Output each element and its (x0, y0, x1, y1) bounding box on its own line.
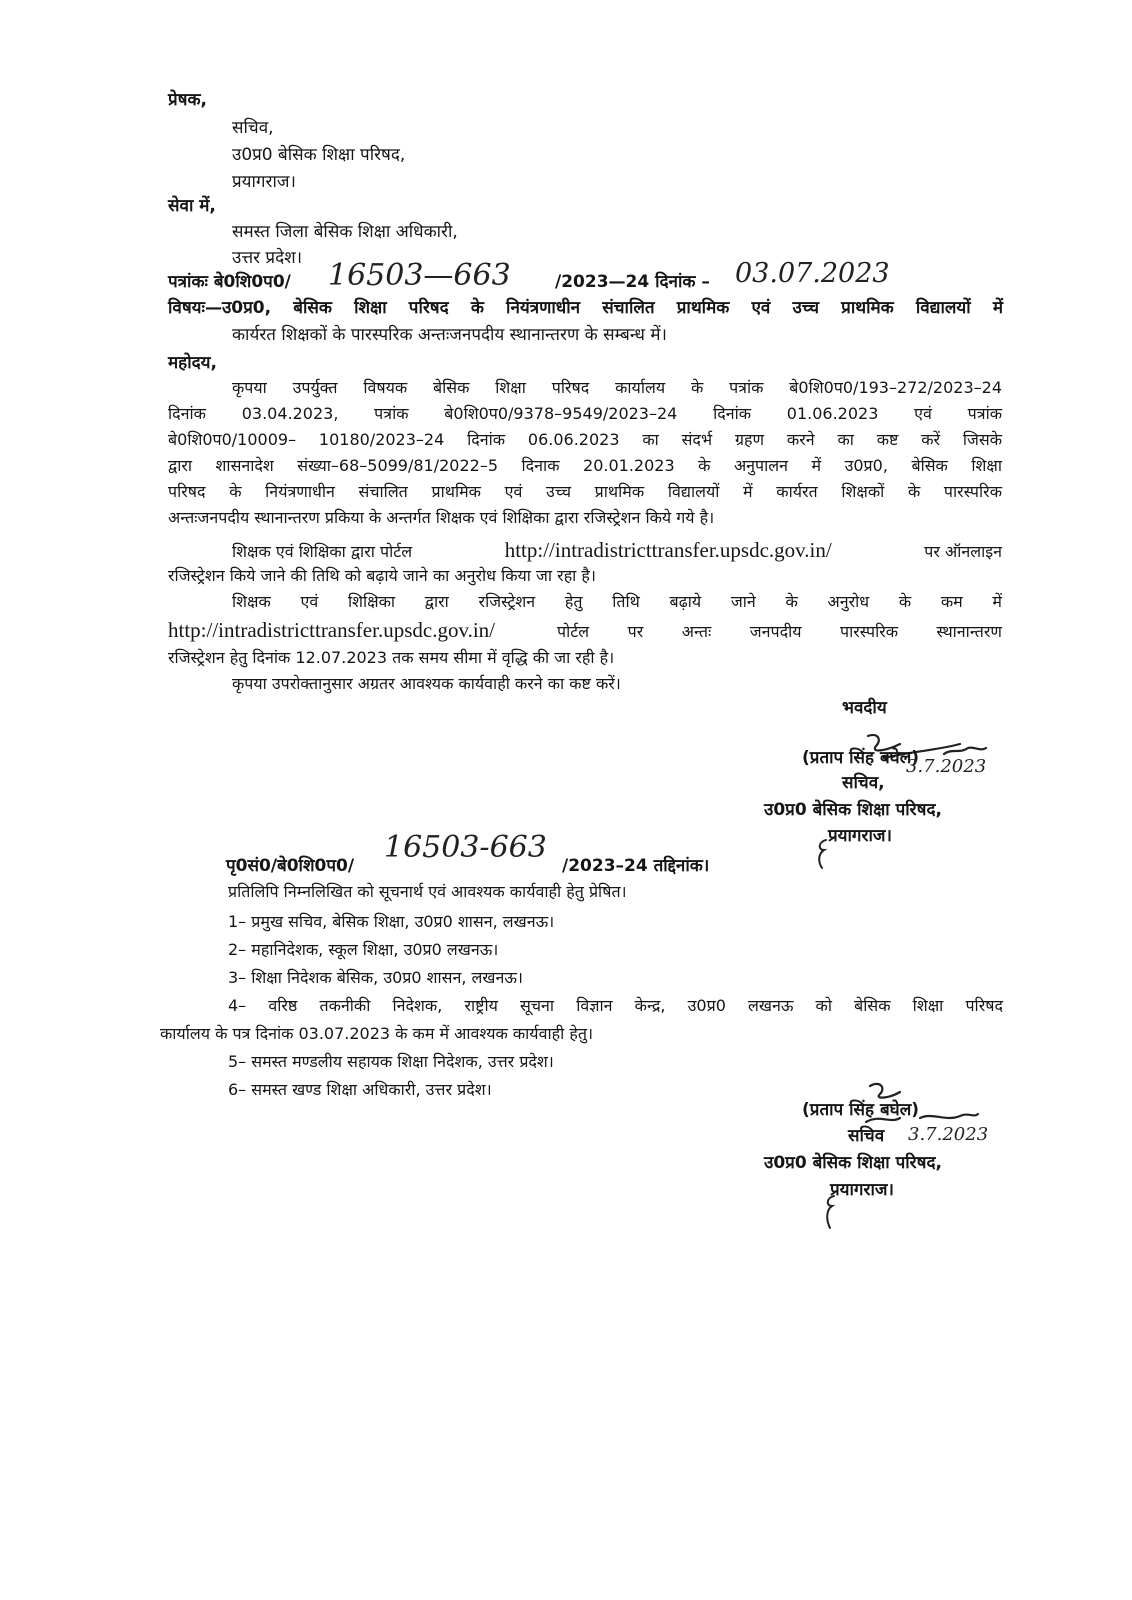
signature-1-mark (812, 836, 834, 872)
letter-ref-prefix: पत्रांकः बे0शि0प0/ (168, 272, 291, 292)
copy-intro: प्रतिलिपि निम्नलिखित को सूचनार्थ एवं आवश्यक कार्यवाही हेतु प्रेषित। (228, 882, 627, 901)
para2-post: पर ऑनलाइन (924, 542, 1002, 561)
recipient-line1: समस्त जिला बेसिक शिक्षा अधिकारी, (232, 222, 458, 242)
salutation: महोदय, (168, 353, 217, 373)
signature-2-name: (प्रताप सिंह बघेल) (802, 1100, 919, 1120)
para1-line3: बे0शि0प0/10009– 10180/2023–24 दिनांक 06.06.2023 का संदर्भ ग्रहण करने का कष्ट करें जिसके (168, 430, 1002, 449)
copy-ref-suffix: /2023–24 तद्दिनांक। (562, 856, 710, 876)
signature-1-date: 3.7.2023 (906, 756, 987, 777)
para3-line1: शिक्षक एवं शिक्षिका द्वारा रजिस्ट्रेशन हेतु तिथि बढ़ाये जाने के अनुरोध के कम में (232, 592, 1002, 611)
para2-line1 (232, 540, 1002, 562)
para3-line3: रजिस्ट्रेशन हेतु दिनांक 12.07.2023 तक समय सीमा में वृद्धि की जा रही है। (168, 648, 615, 667)
copy-item-1: 1– प्रमुख सचिव, बेसिक शिक्षा, उ0प्र0 शासन, लखनऊ। (228, 912, 555, 931)
signature-1-organization: उ0प्र0 बेसिक शिक्षा परिषद, (764, 800, 942, 820)
copy-ref-prefix: पृ0सं0/बे0शि0प0/ (226, 856, 355, 876)
letter-date-handwritten: 03.07.2023 (735, 258, 890, 289)
subject-line1: विषयः—उ0प्र0, बेसिक शिक्षा परिषद के नियंत्रणाधीन संचालित प्राथमिक एवं उच्च प्राथमिक विद्यालयों में (168, 298, 1003, 318)
sender-label: प्रेषक, (168, 90, 208, 110)
subject-line2: कार्यरत शिक्षकों के पारस्परिक अन्तःजनपदीय स्थानान्तरण के सम्बन्ध में। (232, 325, 667, 345)
para3-line4: कृपया उपरोक्तानुसार अग्रतर आवश्यक कार्यवाही करने का कष्ट करें। (232, 674, 621, 693)
portal-url-2: http://intradistricttransfer.upsdc.gov.in/ (168, 618, 495, 642)
recipient-line2: उत्तर प्रदेश। (232, 248, 303, 268)
closing: भवदीय (842, 698, 887, 718)
sender-organization: उ0प्र0 बेसिक शिक्षा परिषद, (232, 145, 406, 165)
signature-2-place: प्रयागराज। (830, 1180, 894, 1200)
para2-pre: शिक्षक एवं शिक्षिका द्वारा पोर्टल (232, 542, 413, 561)
signature-1-place: प्रयागराज। (828, 826, 892, 846)
copy-item-2: 2– महानिदेशक, स्कूल शिक्षा, उ0प्र0 लखनऊ। (228, 940, 499, 959)
copy-ref-number-handwritten: 16503-663 (384, 830, 547, 865)
signature-2-mark (820, 1192, 842, 1232)
para1-line2: दिनांक 03.04.2023, पत्रांक बे0शि0प0/9378–9549/2023–24 दिनांक 01.06.2023 एवं पत्रांक (168, 404, 1002, 423)
para1-line1: कृपया उपर्युक्त विषयक बेसिक शिक्षा परिषद कार्यालय के पत्रांक बे0शि0प0/193–272/2023–24 (232, 378, 1002, 397)
para1-line6: अन्तःजनपदीय स्थानान्तरण प्रकिया के अन्तर्गत शिक्षक एवं शिक्षिका द्वारा रजिस्ट्रेशन किये गये है। (168, 508, 715, 527)
para1-line4: द्वारा शासनादेश संख्या–68–5099/81/2022–5 दिनाक 20.01.2023 के अनुपालन में उ0प्र0, बेसिक शिक्षा (168, 456, 1002, 475)
copy-item-6: 6– समस्त खण्ड शिक्षा अधिकारी, उत्तर प्रदेश। (228, 1080, 492, 1099)
signature-2-date: 3.7.2023 (908, 1124, 989, 1145)
copy-item-5: 5– समस्त मण्डलीय सहायक शिक्षा निदेशक, उत्तर प्रदेश। (228, 1052, 554, 1071)
para2-line2: रजिस्ट्रेशन किये जाने की तिथि को बढ़ाये जाने का अनुरोध किया जा रहा है। (168, 566, 596, 585)
copy-item-4: 4– वरिष्ठ तकनीकी निदेशक, राष्ट्रीय सूचना विज्ञान केन्द्र, उ0प्र0 लखनऊ को बेसिक शिक्षा परिषद (228, 996, 1003, 1015)
portal-url: http://intradistricttransfer.upsdc.gov.in/ (504, 538, 832, 562)
para3-line2-text: पोर्टल पर अन्तः जनपदीय पारस्परिक स्थानान्तरण (557, 622, 1002, 641)
signature-1-designation: सचिव, (842, 773, 885, 793)
letter-ref-number-handwritten: 16503—663 (328, 258, 511, 293)
sender-designation: सचिव, (232, 118, 274, 138)
para3-line2 (168, 620, 1002, 642)
signature-2-designation: सचिव (848, 1126, 885, 1146)
para1-line5: परिषद के नियंत्रणाधीन संचालित प्राथमिक एवं उच्च प्राथमिक विद्यालयों में कार्यरत शिक्षकों के पारस्परिक (168, 482, 1002, 501)
copy-item-3: 3– शिक्षा निदेशक बेसिक, उ0प्र0 शासन, लखनऊ। (228, 968, 523, 987)
letter-ref-year: /2023—24 दिनांक – (555, 272, 710, 292)
signature-1-name: (प्रताप सिंह बघेल) (802, 748, 919, 768)
signature-2-organization: उ0प्र0 बेसिक शिक्षा परिषद, (764, 1153, 942, 1173)
copy-item-4-continued: कार्यालय के पत्र दिनांक 03.07.2023 के कम में आवश्यक कार्यवाही हेतु। (160, 1024, 594, 1043)
sender-place: प्रयागराज। (232, 172, 296, 192)
recipient-label: सेवा में, (168, 196, 216, 216)
